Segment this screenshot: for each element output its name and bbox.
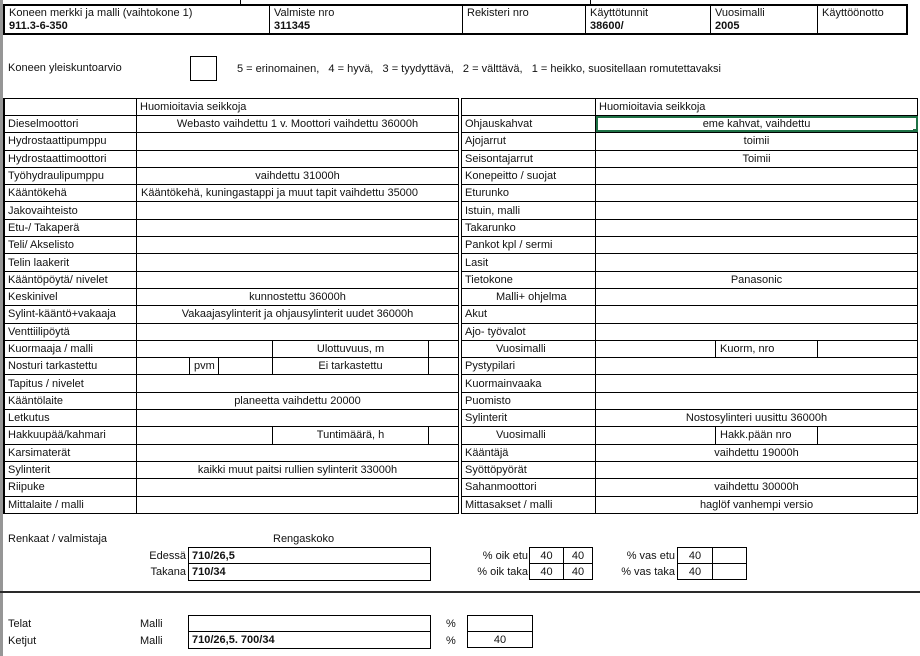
rating-scale-text: 5 = erinomainen, 4 = hyvä, 3 = tyydyttävä, 2 = välttävä, 1 = heikko, suositellaan romutettavaksi xyxy=(237,63,721,75)
table-row xyxy=(462,497,918,514)
table-row xyxy=(462,116,918,133)
table-row xyxy=(5,116,459,133)
pct-left-rear-label: % vas taka xyxy=(621,566,675,578)
row-label: Kuormainvaaka xyxy=(462,375,596,391)
row-label: Sylinterit xyxy=(5,462,137,478)
value-cell[interactable] xyxy=(596,324,918,340)
table-row xyxy=(5,289,459,306)
table-row xyxy=(5,220,459,237)
table-row xyxy=(462,479,918,496)
chains-label: Ketjut xyxy=(8,635,37,647)
tire-front-label: Edessä xyxy=(149,550,186,562)
tire-wear-right-grid xyxy=(529,547,593,580)
value-cell[interactable]: kunnostettu 36000h xyxy=(137,289,459,305)
row-label: Pystypilari xyxy=(462,358,596,374)
tire-wear-left-grid xyxy=(677,547,747,580)
table-row xyxy=(462,185,918,202)
value-cell[interactable] xyxy=(137,427,273,443)
value-cell[interactable] xyxy=(137,324,459,340)
field-value[interactable]: 2005 xyxy=(715,20,740,32)
machine-info-header xyxy=(3,4,908,35)
row-label: Puomisto xyxy=(462,393,596,409)
row-label: Ajojarrut xyxy=(462,133,596,149)
value-cell[interactable] xyxy=(137,237,459,253)
row-label: Syöttöpyörät xyxy=(462,462,596,478)
row-label: Mittalaite / malli xyxy=(5,497,137,513)
value-cell[interactable]: Toimii xyxy=(596,151,918,167)
table-row xyxy=(462,254,918,271)
table-row xyxy=(462,358,918,375)
value-cell[interactable] xyxy=(137,497,459,513)
field-value[interactable]: 311345 xyxy=(274,20,311,32)
table-row xyxy=(462,272,918,289)
table-row xyxy=(5,168,459,185)
table-row xyxy=(5,151,459,168)
pct-cell[interactable]: 40 xyxy=(678,564,713,580)
notes-column-header: Huomioitavia seikkoja xyxy=(596,99,918,115)
row-label: Kääntöpöytä/ nivelet xyxy=(5,272,137,288)
value-cell[interactable] xyxy=(429,341,459,357)
notes-column-header: Huomioitavia seikkoja xyxy=(137,99,459,115)
pct-cell[interactable]: 40 xyxy=(678,548,713,564)
row-label: Sylinterit xyxy=(462,410,596,426)
row-label: Kääntäjä xyxy=(462,445,596,461)
pct-cell[interactable] xyxy=(713,564,747,580)
row-label: Työhydraulipumppu xyxy=(5,168,137,184)
value-cell[interactable] xyxy=(137,220,459,236)
pct-cell[interactable]: 40 xyxy=(530,564,564,580)
table-row xyxy=(462,393,918,410)
left-inspection-table xyxy=(3,98,459,514)
pct-left-front-label: % vas etu xyxy=(626,550,675,562)
table-row xyxy=(462,341,918,358)
condition-rating-input[interactable] xyxy=(190,56,217,81)
pct-cell[interactable]: 40 xyxy=(564,548,593,564)
track-pct-cell[interactable] xyxy=(468,616,533,632)
table-row xyxy=(5,324,459,341)
table-row xyxy=(462,375,918,392)
track-model-box xyxy=(188,615,431,649)
value-cell[interactable]: Kuorm, nro xyxy=(716,341,818,357)
table-row xyxy=(462,220,918,237)
value-cell[interactable]: Tuntimäärä, h xyxy=(273,427,429,443)
model-label: Malli xyxy=(140,618,163,630)
track-pct-box xyxy=(467,615,533,648)
value-cell[interactable] xyxy=(596,237,918,253)
track-model-field[interactable] xyxy=(189,616,430,632)
row-label: Riipuke xyxy=(5,479,137,495)
value-cell[interactable]: haglöf vanhempi versio xyxy=(596,497,918,513)
pct-cell[interactable]: 40 xyxy=(530,548,564,564)
table-row xyxy=(5,272,459,289)
value-cell[interactable] xyxy=(596,202,918,218)
row-label: Vuosimalli xyxy=(462,427,596,443)
row-label: Seisontajarrut xyxy=(462,151,596,167)
value-cell[interactable] xyxy=(596,185,918,201)
header-label-spacer xyxy=(462,99,596,115)
value-cell[interactable] xyxy=(596,306,918,322)
row-label: Karsimaterät xyxy=(5,445,137,461)
row-label: Tietokone xyxy=(462,272,596,288)
table-row xyxy=(5,445,459,462)
value-cell[interactable]: pvm xyxy=(190,358,219,374)
table-row xyxy=(5,375,459,392)
chain-pct-cell[interactable]: 40 xyxy=(468,632,533,648)
value-cell[interactable]: Ei tarkastettu xyxy=(273,358,429,374)
row-label: Kääntölaite xyxy=(5,393,137,409)
pct-right-front-label: % oik etu xyxy=(482,550,528,562)
row-label: Malli+ ohjelma xyxy=(462,289,596,305)
value-cell[interactable]: Ulottuvuus, m xyxy=(273,341,429,357)
row-label: Istuin, malli xyxy=(462,202,596,218)
row-label: Vuosimalli xyxy=(462,341,596,357)
row-label: Etu-/ Takaperä xyxy=(5,220,137,236)
table-row xyxy=(462,202,918,219)
right-inspection-table xyxy=(461,98,918,514)
table-row xyxy=(5,237,459,254)
row-label: Kuormaaja / malli xyxy=(5,341,137,357)
table-row xyxy=(462,410,918,427)
table-row xyxy=(5,393,459,410)
value-cell[interactable] xyxy=(137,341,273,357)
tire-rear-size-field[interactable]: 710/34 xyxy=(192,566,226,578)
value-cell[interactable] xyxy=(596,220,918,236)
row-label: Eturunko xyxy=(462,185,596,201)
value-cell[interactable] xyxy=(596,375,918,391)
value-cell[interactable]: planeetta vaihdettu 20000 xyxy=(137,393,459,409)
value-cell[interactable] xyxy=(219,358,273,374)
value-cell[interactable] xyxy=(137,410,459,426)
table-row xyxy=(462,445,918,462)
section-divider xyxy=(0,591,920,593)
row-label: Kääntökehä xyxy=(5,185,137,201)
value-cell[interactable] xyxy=(596,462,918,478)
table-row xyxy=(5,427,459,444)
value-cell[interactable] xyxy=(429,358,459,374)
value-cell[interactable] xyxy=(818,427,918,443)
value-cell[interactable] xyxy=(429,427,459,443)
table-row xyxy=(462,427,918,444)
field-label: Käyttöönotto xyxy=(822,7,884,19)
row-label: Sylint-kääntö+vakaaja xyxy=(5,306,137,322)
row-label: Hydrostaattipumppu xyxy=(5,133,137,149)
table-row xyxy=(5,341,459,358)
value-cell[interactable] xyxy=(596,427,716,443)
value-cell[interactable] xyxy=(596,289,918,305)
value-cell[interactable]: vaihdettu 31000h xyxy=(137,168,459,184)
tire-front-size-field[interactable]: 710/26,5 xyxy=(189,548,430,564)
value-cell[interactable] xyxy=(596,358,918,374)
value-cell[interactable] xyxy=(137,254,459,270)
table-row xyxy=(462,306,918,323)
row-label: Hydrostaattimoottori xyxy=(5,151,137,167)
field-label: Koneen merkki ja malli (vaihtokone 1) xyxy=(9,7,193,19)
tire-size-header: Rengaskoko xyxy=(273,533,335,545)
row-label: Telin laakerit xyxy=(5,254,137,270)
row-label: Mittasakset / malli xyxy=(462,497,596,513)
row-label: Pankot kpl / sermi xyxy=(462,237,596,253)
value-cell[interactable] xyxy=(596,254,918,270)
pct-right-rear-label: % oik taka xyxy=(477,566,528,578)
value-cell[interactable] xyxy=(137,358,190,374)
row-label: Hakkuupää/kahmari xyxy=(5,427,137,443)
table-row xyxy=(462,151,918,168)
machine-model-field xyxy=(5,6,270,33)
chain-model-field[interactable]: 710/26,5. 700/34 xyxy=(192,634,275,646)
row-label: Letkutus xyxy=(5,410,137,426)
row-label: Takarunko xyxy=(462,220,596,236)
tracks-label: Telat xyxy=(8,618,32,630)
row-label: Konepeitto / suojat xyxy=(462,168,596,184)
value-cell[interactable] xyxy=(137,479,459,495)
register-number-field xyxy=(463,6,586,33)
value-cell[interactable] xyxy=(596,341,716,357)
table-row xyxy=(462,168,918,185)
table-row xyxy=(5,254,459,271)
header-label-spacer xyxy=(5,99,137,115)
value-cell[interactable]: vaihdettu 19000h xyxy=(596,445,918,461)
field-label: Vuosimalli xyxy=(715,7,765,19)
table-row xyxy=(5,497,459,514)
row-label: Ajo- työvalot xyxy=(462,324,596,340)
value-cell[interactable]: Webasto vaihdettu 1 v. Moottori vaihdettu 36000h xyxy=(137,116,459,132)
field-label: Rekisteri nro xyxy=(467,7,529,19)
value-cell[interactable]: Vakaajasylinterit ja ohjausylinterit uudet 36000h xyxy=(137,306,459,322)
value-cell[interactable] xyxy=(137,133,459,149)
value-cell[interactable] xyxy=(596,393,918,409)
table-row xyxy=(5,358,459,375)
row-label: Ohjauskahvat xyxy=(462,116,596,132)
serial-number-field xyxy=(270,6,463,33)
field-label: Käyttötunnit xyxy=(590,7,649,19)
tire-size-box xyxy=(188,547,431,581)
model-label: Malli xyxy=(140,635,163,647)
table-row xyxy=(5,462,459,479)
percent-sign: % xyxy=(446,618,456,630)
value-cell[interactable] xyxy=(137,375,459,391)
value-cell[interactable] xyxy=(137,272,459,288)
row-label: Akut xyxy=(462,306,596,322)
table-row xyxy=(5,185,459,202)
row-label: Nosturi tarkastettu xyxy=(5,358,137,374)
table-row xyxy=(462,289,918,306)
field-value[interactable]: 38600/ xyxy=(590,20,624,32)
table-row xyxy=(5,202,459,219)
value-cell[interactable]: Kääntökehä, kuningastappi ja muut tapit vaihdettu 35000 xyxy=(137,185,459,201)
value-cell[interactable]: kaikki muut paitsi rullien sylinterit 33000h xyxy=(137,462,459,478)
row-label: Tapitus / nivelet xyxy=(5,375,137,391)
selected-cell[interactable]: eme kahvat, vaihdettu xyxy=(596,116,918,132)
row-label: Teli/ Akselisto xyxy=(5,237,137,253)
table-row xyxy=(462,324,918,341)
row-label: Dieselmoottori xyxy=(5,116,137,132)
table-row xyxy=(462,237,918,254)
value-cell[interactable] xyxy=(137,151,459,167)
table-row xyxy=(5,306,459,323)
value-cell[interactable]: Panasonic xyxy=(596,272,918,288)
row-label: Lasit xyxy=(462,254,596,270)
commissioning-field xyxy=(818,6,906,33)
row-label: Venttiilipöytä xyxy=(5,324,137,340)
value-cell[interactable]: toimii xyxy=(596,133,918,149)
value-cell[interactable]: Nostosylinteri uusittu 36000h xyxy=(596,410,918,426)
model-year-field xyxy=(711,6,818,33)
fill-handle-icon[interactable] xyxy=(913,129,918,132)
pct-cell[interactable] xyxy=(713,548,747,564)
pct-cell[interactable]: 40 xyxy=(564,564,593,580)
row-label: Keskinivel xyxy=(5,289,137,305)
field-value[interactable]: 911.3-6-350 xyxy=(9,20,68,32)
operating-hours-field xyxy=(586,6,711,33)
value-cell[interactable] xyxy=(818,341,918,357)
table-row xyxy=(462,462,918,479)
value-cell[interactable] xyxy=(596,168,918,184)
tires-section-label: Renkaat / valmistaja xyxy=(8,533,108,545)
condition-rating-label: Koneen yleiskuntoarvio xyxy=(8,62,122,74)
field-label: Valmiste nro xyxy=(274,7,335,19)
tire-rear-label: Takana xyxy=(150,566,186,578)
table-row xyxy=(5,479,459,496)
row-label: Jakovaihteisto xyxy=(5,202,137,218)
percent-sign: % xyxy=(446,635,456,647)
row-label: Sahanmoottori xyxy=(462,479,596,495)
table-row xyxy=(5,410,459,427)
table-row xyxy=(462,133,918,150)
value-cell[interactable] xyxy=(137,202,459,218)
value-cell[interactable]: vaihdettu 30000h xyxy=(596,479,918,495)
value-cell[interactable] xyxy=(137,445,459,461)
table-row xyxy=(5,133,459,150)
value-cell[interactable]: Hakk.pään nro xyxy=(716,427,818,443)
